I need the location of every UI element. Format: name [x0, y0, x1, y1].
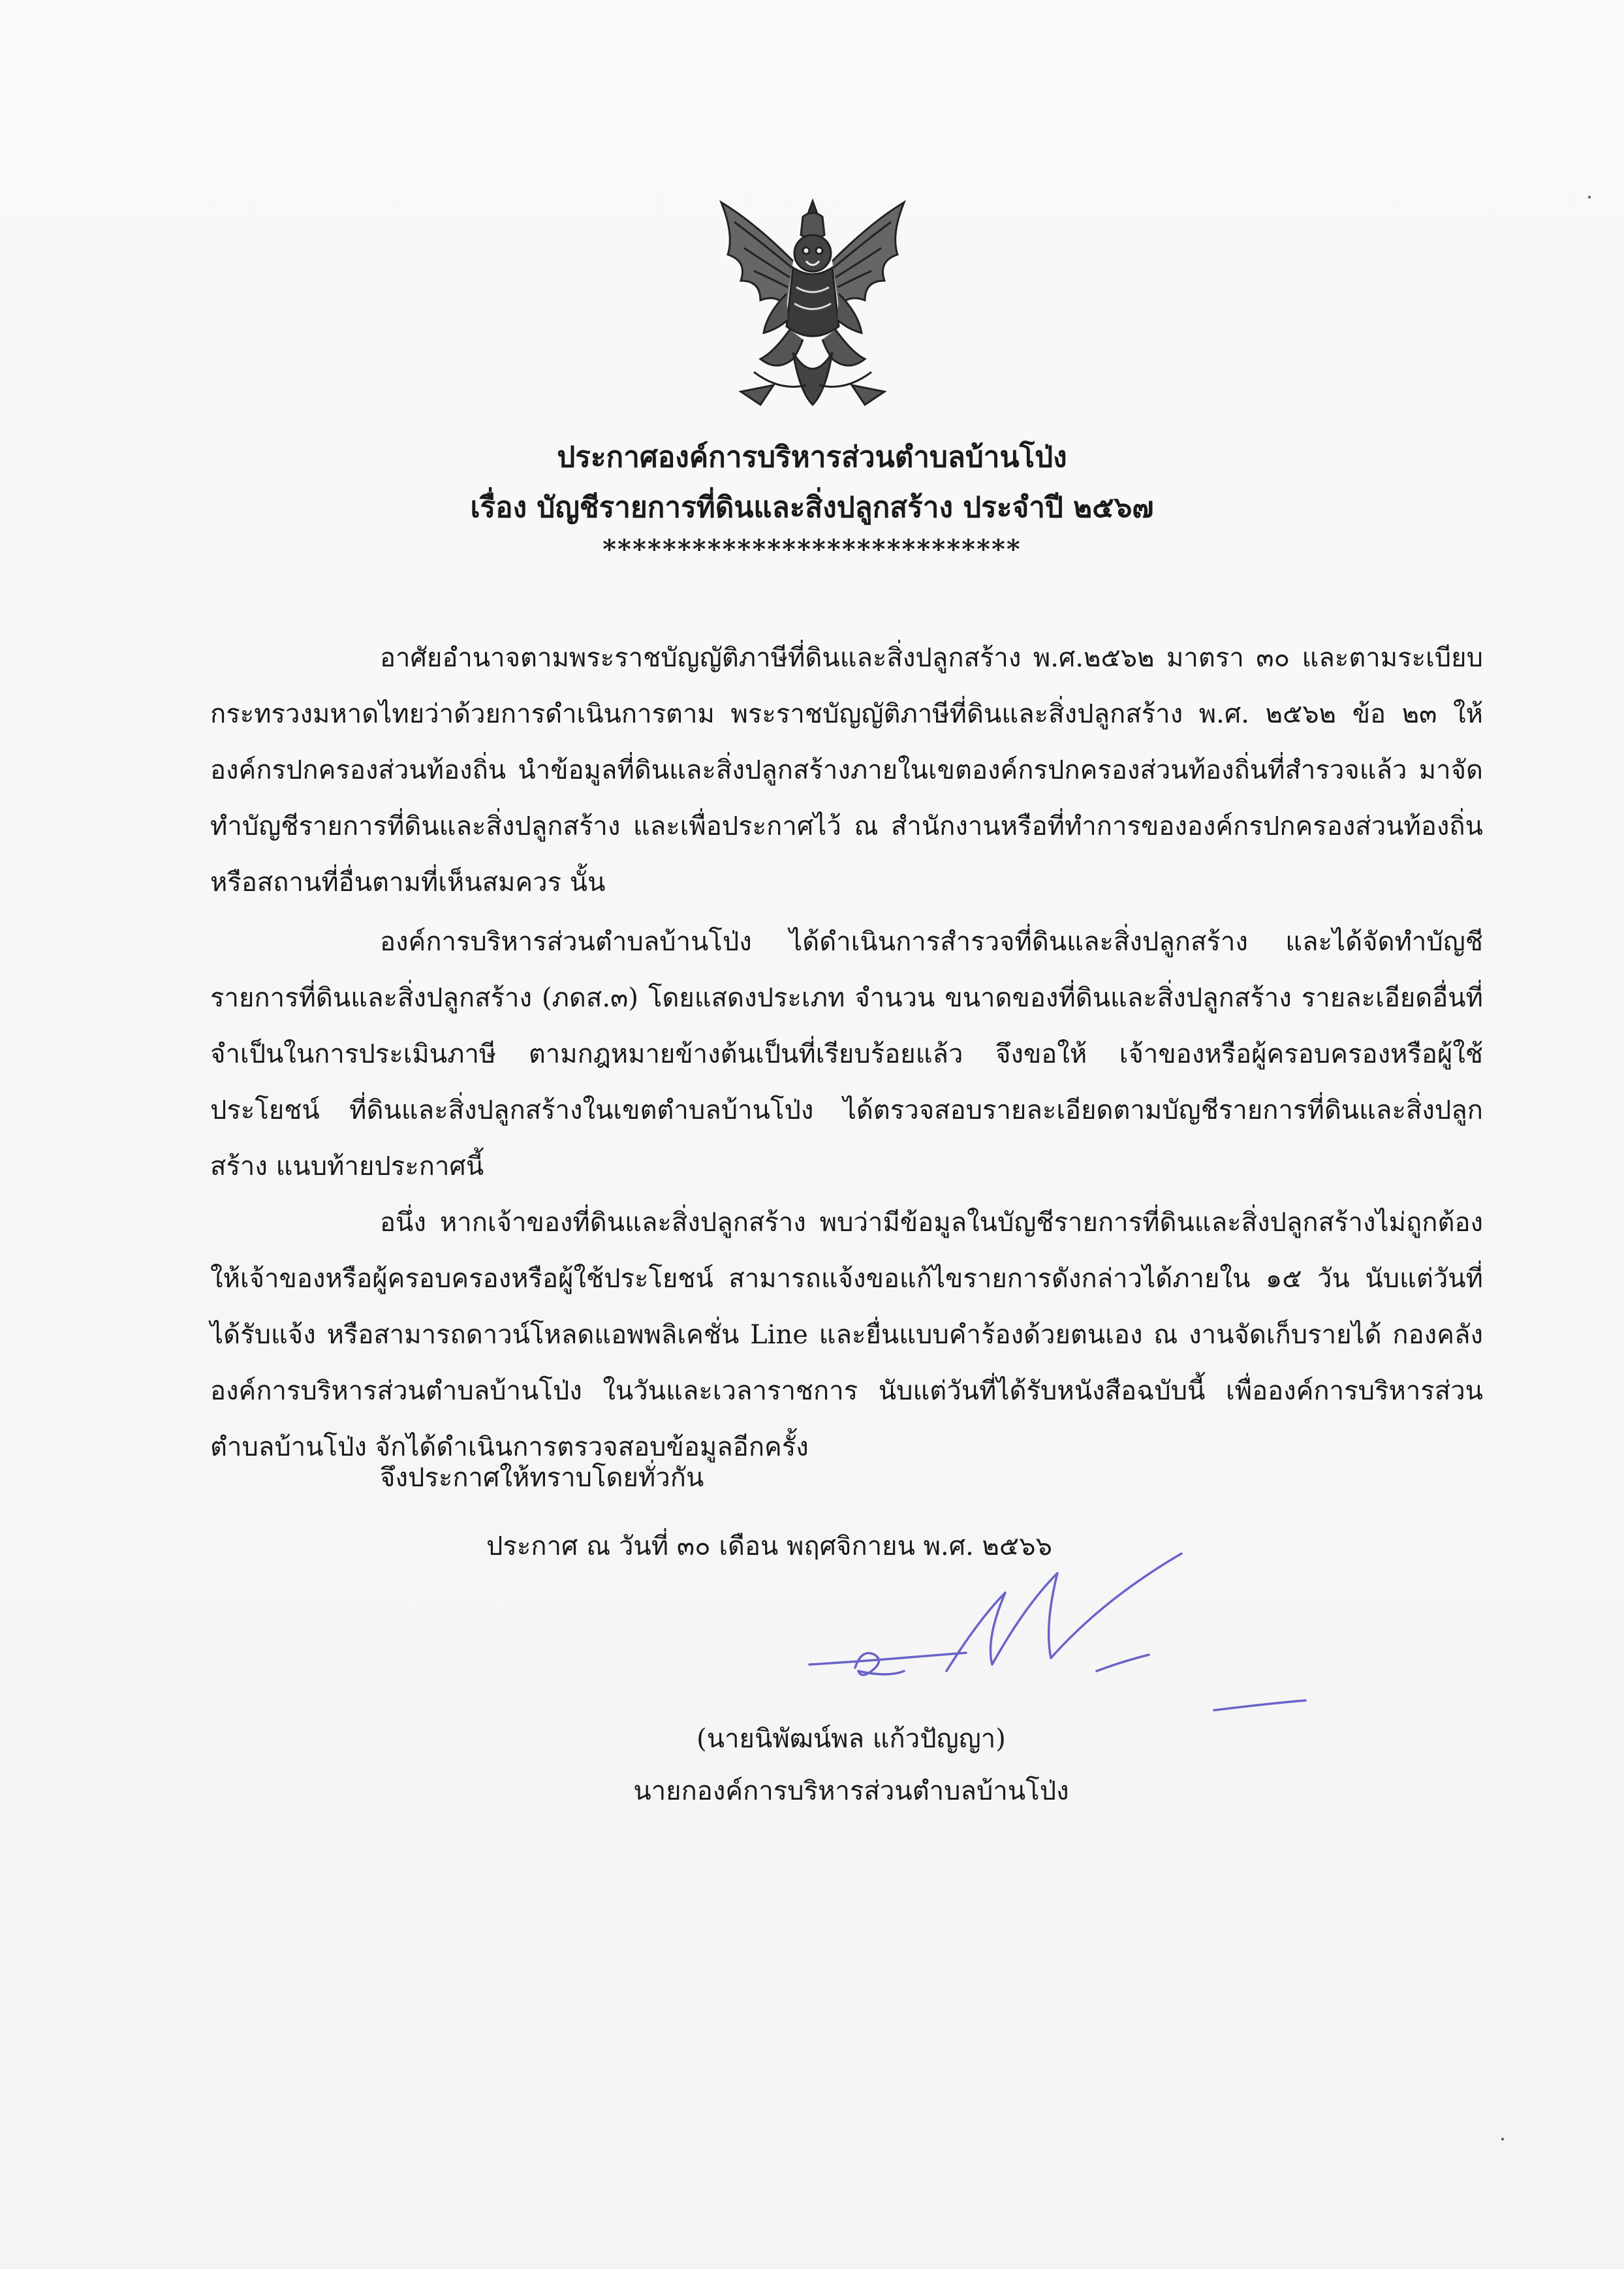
garuda-emblem-icon [715, 196, 911, 411]
signer-name [0, 1723, 1624, 1755]
title-separator: **************************** [602, 534, 1022, 565]
signature [796, 1514, 1319, 1723]
announcement-subject: เรื่อง บัญชีรายการที่ดินและสิ่งปลูกสร้าง ประจำปี ๒๕๖๗ [470, 491, 1154, 524]
paper-speck [1588, 196, 1591, 198]
signer-name-text: (นายนิพัฒน์พล แก้วปัญญา) [696, 1724, 1006, 1754]
body-paragraph-3: อนึ่ง หากเจ้าของที่ดินและสิ่งปลูกสร้าง พบว่ามีข้อมูลในบัญชีรายการที่ดินและสิ่งปลูกสร้างไม่ถูกต้อง ให้เจ้าของหรือผู้ครอบครองหรือผู้ใช้ประโยชน์ สามารถแจ้งขอแก้ไขรายการดังกล่าวได้ภายใน ๑๕ วัน นับแต่วันที่ได้รับแจ้ง หรือสามารถดาวน์โหลดแอพพลิเคชั่น Line และยื่นแบบคำร้องด้วยตนเอง ณ งานจัดเก็บรายได้ กองคลัง องค์การบริหารส่วนตำบลบ้านโป่ง ในวันและเวลาราชการ นับแต่วันที่ได้รับหนังสือฉบับนี้ เพื่อองค์การบริหารส่วนตำบลบ้านโป่ง จักได้ดำเนินการตรวจสอบข้อมูลอีกครั้ง [210, 1208, 1483, 1462]
paper-speck [1501, 2138, 1504, 2140]
announcement-date: ประกาศ ณ วันที่ ๓๐ เดือน พฤศจิกายน พ.ศ. ๒๕๖๖ [486, 1531, 1052, 1561]
announcement-title: ประกาศองค์การบริหารส่วนตำบลบ้านโป่ง [557, 441, 1067, 474]
signer-title [0, 1776, 1624, 1807]
body-paragraph-2: องค์การบริหารส่วนตำบลบ้านโป่ง ได้ดำเนินการสำรวจที่ดินและสิ่งปลูกสร้าง และได้จัดทำบัญชีรายการที่ดินและสิ่งปลูกสร้าง (ภดส.๓) โดยแสดงประเภท จำนวน ขนาดของที่ดินและสิ่งปลูกสร้าง รายละเอียดอื่นที่จำเป็นในการประเมินภาษี ตามกฎหมายข้างต้นเป็นที่เรียบร้อยแล้ว จึงขอให้ เจ้าของหรือผู้ครอบครองหรือผู้ใช้ประโยชน์ ที่ดินและสิ่งปลูกสร้างในเขตตำบลบ้านโป่ง ได้ตรวจสอบรายละเอียดตามบัญชีรายการที่ดินและสิ่งปลูกสร้าง แนบท้ายประกาศนี้ [210, 927, 1483, 1181]
body-paragraph-1: อาศัยอำนาจตามพระราชบัญญัติภาษีที่ดินและสิ่งปลูกสร้าง พ.ศ.๒๕๖๒ มาตรา ๓๐ และตามระเบียบกระทรวงมหาดไทยว่าด้วยการดำเนินการตาม พระราชบัญญัติภาษีที่ดินและสิ่งปลูกสร้าง พ.ศ. ๒๕๖๒ ข้อ ๒๓ ให้องค์กรปกครองส่วนท้องถิ่น นำข้อมูลที่ดินและสิ่งปลูกสร้างภายในเขตองค์กรปกครองส่วนท้องถิ่นที่สำรวจแล้ว มาจัดทำบัญชีรายการที่ดินและสิ่งปลูกสร้าง และเพื่อประกาศไว้ ณ สำนักงานหรือที่ทำการขององค์กรปกครองส่วนท้องถิ่น หรือสถานที่อื่นตามที่เห็นสมควร นั้น [210, 643, 1483, 898]
signer-title-text: นายกองค์การบริหารส่วนตำบลบ้านโป่ง [633, 1776, 1069, 1806]
closing-statement: จึงประกาศให้ทราบโดยทั่วกัน [380, 1463, 704, 1493]
